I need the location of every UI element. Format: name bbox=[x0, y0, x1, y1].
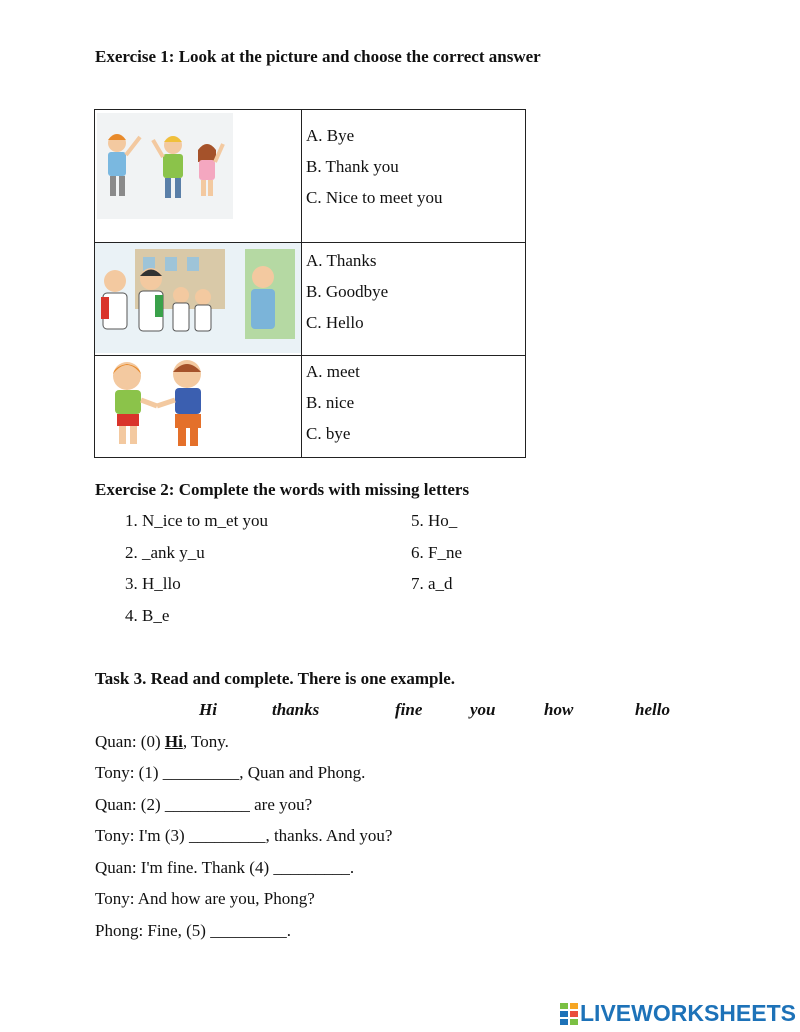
dialog-line: Tony: And how are you, Phong? bbox=[95, 889, 315, 908]
table-row bbox=[95, 356, 526, 458]
option[interactable]: A. Thanks bbox=[306, 251, 377, 270]
example-answer: Hi bbox=[164, 732, 183, 751]
example-line bbox=[95, 732, 229, 752]
exercise1-heading: Exercise 1: Look at the picture and choose the correct answer bbox=[95, 47, 541, 66]
word-item[interactable]: 4. B_e bbox=[125, 606, 170, 625]
table-row bbox=[95, 243, 526, 356]
option[interactable]: A. meet bbox=[306, 362, 360, 381]
word-item[interactable]: 7. a_d bbox=[411, 574, 453, 593]
table-row bbox=[95, 110, 526, 243]
boys-handshake-picture bbox=[95, 356, 301, 457]
logo-text: LIVEWORKSHEETS bbox=[580, 1000, 796, 1026]
task3-heading: Task 3. Read and complete. There is one example. bbox=[95, 669, 456, 688]
picture-cell bbox=[95, 356, 302, 458]
word-bank-item: thanks bbox=[272, 700, 320, 719]
dialog-line[interactable]: Quan: I'm fine. Thank (4) _________. bbox=[95, 858, 355, 877]
option[interactable]: B. nice bbox=[306, 393, 355, 412]
option[interactable]: A. Bye bbox=[306, 126, 355, 145]
word-bank-item: fine bbox=[395, 700, 423, 719]
word-bank-item: how bbox=[544, 700, 574, 719]
picture-cell bbox=[95, 243, 302, 356]
options-cell bbox=[302, 110, 526, 243]
option[interactable]: C. Hello bbox=[306, 313, 364, 332]
picture-cell bbox=[95, 110, 302, 243]
word-item[interactable]: 2. _ank y_u bbox=[125, 543, 205, 562]
example-suffix: , Tony. bbox=[182, 732, 229, 751]
dialog-line[interactable]: Quan: (2) __________ are you? bbox=[95, 795, 313, 814]
option[interactable]: C. Nice to meet you bbox=[306, 188, 443, 207]
students-greeting-picture bbox=[95, 243, 301, 353]
dialog-line[interactable]: Tony: (1) _________, Quan and Phong. bbox=[95, 763, 366, 782]
word-item[interactable]: 1. N_ice to m_et you bbox=[125, 511, 269, 530]
children-waving-picture bbox=[95, 110, 301, 232]
word-item[interactable]: 3. H_llo bbox=[125, 574, 181, 593]
exercise2-heading: Exercise 2: Complete the words with missing letters bbox=[95, 480, 470, 499]
dialog-line[interactable]: Phong: Fine, (5) _________. bbox=[95, 921, 291, 940]
word-item[interactable]: 5. Ho_ bbox=[411, 511, 458, 530]
option[interactable]: C. bye bbox=[306, 424, 351, 443]
word-item[interactable]: 6. F_ne bbox=[411, 543, 462, 562]
word-bank-item: Hi bbox=[199, 700, 217, 719]
example-prefix: Quan: (0) bbox=[95, 732, 165, 751]
dialog-line[interactable]: Tony: I'm (3) _________, thanks. And you? bbox=[95, 826, 393, 845]
option[interactable]: B. Goodbye bbox=[306, 282, 389, 301]
liveworksheets-logo[interactable] bbox=[560, 1000, 796, 1027]
word-bank-item: hello bbox=[635, 700, 670, 719]
options-cell bbox=[302, 243, 526, 356]
option[interactable]: B. Thank you bbox=[306, 157, 399, 176]
logo-grid-icon bbox=[560, 1003, 578, 1025]
options-cell bbox=[302, 356, 526, 458]
exercise1-table bbox=[94, 109, 526, 458]
word-bank-item: you bbox=[470, 700, 496, 719]
